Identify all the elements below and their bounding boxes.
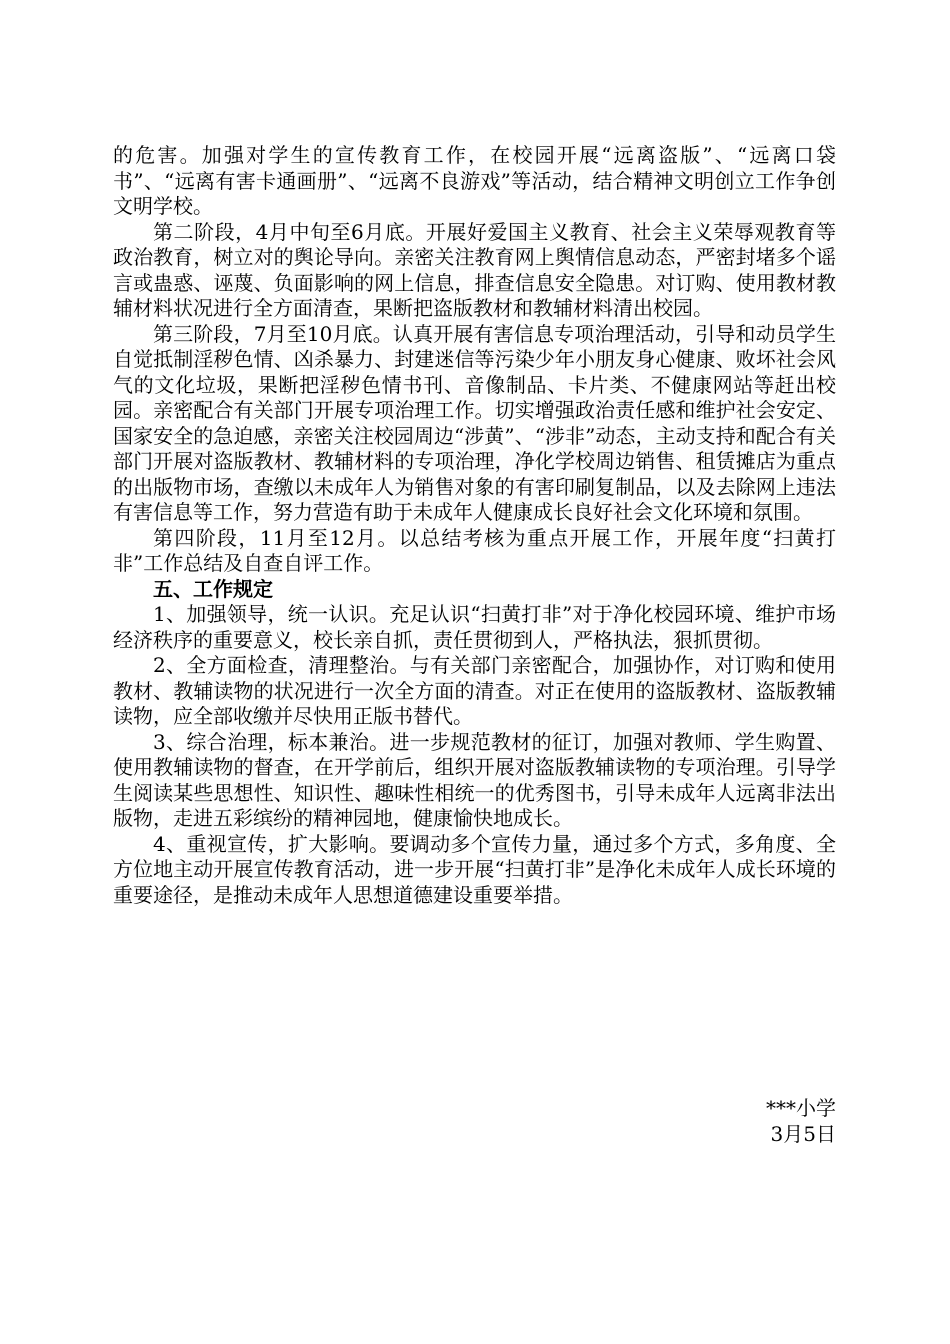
- paragraph-continuation: 的危害。加强对学生的宣传教育工作，在校园开展“远离盗版”、“远离口袋书”、“远离有害卡通画册”、“远离不良游戏”等活动，结合精神文明创立工作争创文明学校。: [113, 143, 836, 218]
- paragraph-rule-4: 4、重视宣传，扩大影响。要调动多个宣传力量，通过多个方式，多角度、全方位地主动开展宣传教育活动，进一步开展“扫黄打非”是净化未成年人成长环境的重要途径，是推动未成年人思想道德建设重要举措。: [113, 831, 836, 907]
- signature-org: ***小学: [766, 1096, 836, 1120]
- paragraph-stage-two: 第二阶段，4月中旬至6月底。开展好爱国主义教育、社会主义荣辱观教育等政治教育，树立对的舆论导向。亲密关注教育网上舆情信息动态，严密封堵多个谣言或蛊惑、诬蔑、负面影响的网上信息，排查信息安全隐患。对订购、使用教材教辅材料状况进行全方面清查，果断把盗版教材和教辅材料清出校园。: [113, 219, 836, 320]
- section-heading: 五、工作规定: [153, 576, 273, 601]
- document-body: [113, 143, 836, 908]
- signature-date: 3月5日: [770, 1121, 836, 1146]
- paragraph-rule-3: 3、综合治理，标本兼治。进一步规范教材的征订，加强对教师、学生购置、使用教辅读物的督查，在开学前后，组织开展对盗版教辅读物的专项治理。引导学生阅读某些思想性、知识性、趣味性相统一的优秀图书，引导未成年人远离非法出版物，走进五彩缤纷的精神园地，健康愉快地成长。: [113, 729, 836, 830]
- paragraph-stage-four: 第四阶段，11月至12月。以总结考核为重点开展工作，开展年度“扫黄打非”工作总结及自查自评工作。: [113, 525, 836, 575]
- paragraph-stage-three: 第三阶段，7月至10月底。认真开展有害信息专项治理活动，引导和动员学生自觉抵制淫秽色情、凶杀暴力、封建迷信等污染少年小朋友身心健康、败坏社会风气的文化垃圾，果断把淫秽色情书刊、音像制品、卡片类、不健康网站等赶出校园。亲密配合有关部门开展专项治理工作。切实增强政治责任感和维护社会安定、国家安全的急迫感，亲密关注校园周边“涉黄”、“涉非”动态，主动支持和配合有关部门开展对盗版教材、教辅材料的专项治理，净化学校周边销售、租赁摊店为重点的出版物市场，查缴以未成年人为销售对象的有害印刷复制品，以及去除网上违法有害信息等工作，努力营造有助于未成年人健康成长良好社会文化环境和氛围。: [113, 321, 836, 524]
- paragraph-rule-1: 1、加强领导，统一认识。充足认识“扫黄打非”对于净化校园环境、维护市场经济秩序的重要意义，校长亲自抓，责任贯彻到人，严格执法，狠抓贯彻。: [113, 602, 836, 652]
- signature-block: [766, 1096, 836, 1147]
- paragraph-rule-2: 2、全方面检查，清理整治。与有关部门亲密配合，加强协作，对订购和使用教材、教辅读物的状况进行一次全方面的清查。对正在使用的盗版教材、盗版教辅读物，应全部收缴并尽快用正版书替代。: [113, 653, 836, 728]
